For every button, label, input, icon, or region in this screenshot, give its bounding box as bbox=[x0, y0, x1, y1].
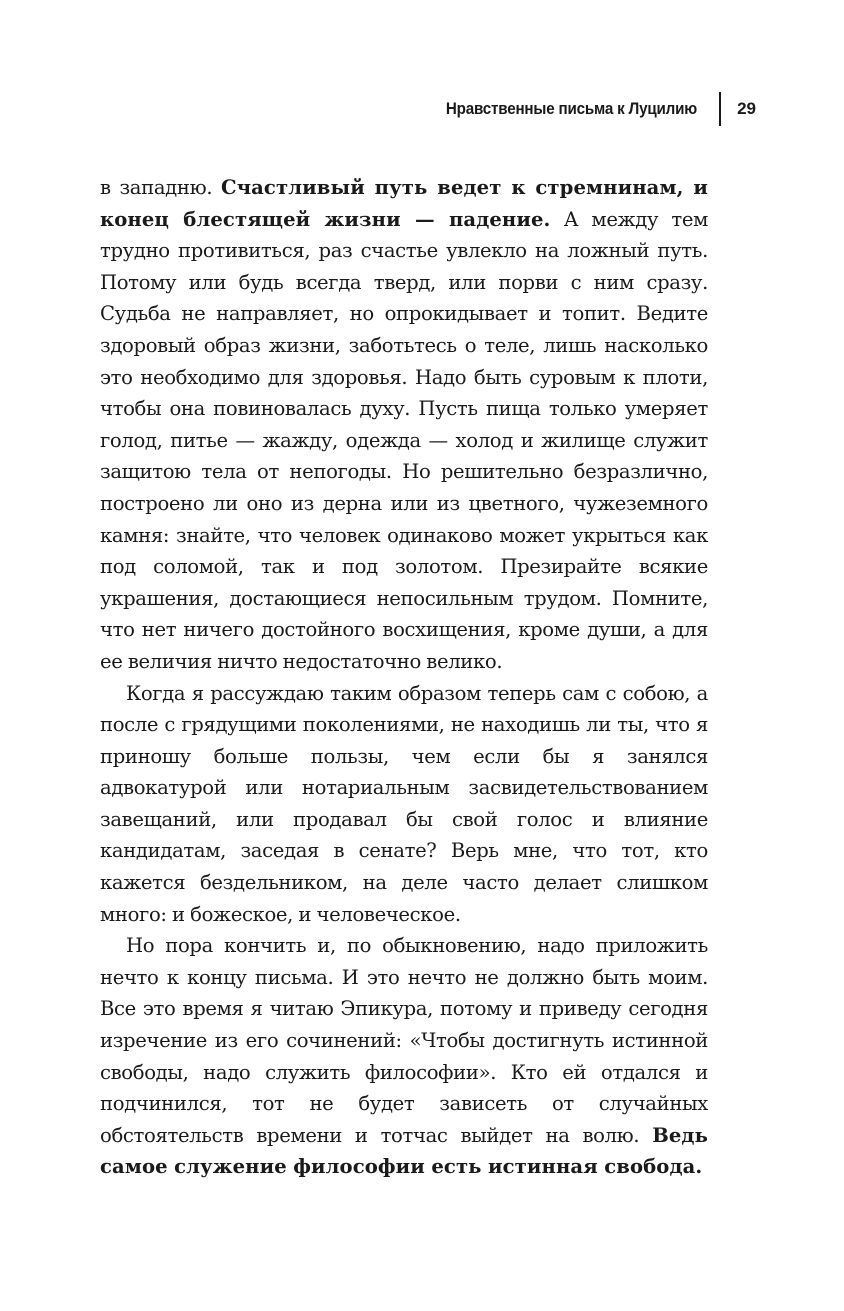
running-title: Нравственные письма к Луцилию bbox=[445, 99, 698, 118]
paragraph-2 bbox=[100, 678, 708, 931]
paragraph-3-emphasis: Ведь самое служение философии есть истинная свобода. bbox=[100, 1123, 708, 1179]
paragraph-3 bbox=[100, 930, 708, 1183]
page-number: 29 bbox=[737, 99, 756, 118]
paragraph-1-lead: в западню. bbox=[100, 176, 213, 199]
paragraph-3-text: Но пора кончить и, по обыкновению, надо приложить нечто к концу письма. И это нечто не должно быть моим. Все это время я читаю Эпикура, потому и приведу сегодня изречение из его сочинений: «Чтобы достигнуть истинной свободы, надо служить философии». Кто ей отдался и подчинился, тот не будет зависеть от случайных обстоятельств времени и тотчас выйдет на волю. bbox=[100, 934, 708, 1147]
paragraph-2-text: Когда я рассуждаю таким образом теперь сам с собою, а после с грядущими поколениями, не находишь ли ты, что я приношу больше пользы, чем если бы я занялся адвокатурой или нотариальным засвидетельствованием завещаний, или продавал бы свой голос и влияние кандидатам, заседая в сенате? Верь мне, что тот, кто кажется бездельником, на деле часто делает слишком много: и божеское, и человеческое. bbox=[100, 681, 708, 926]
page-body bbox=[100, 172, 708, 1183]
paragraph-1-emphasis: Счастливый путь ведет к стремнинам, и конец блестящей жизни — падение. bbox=[100, 176, 708, 231]
paragraph-1 bbox=[100, 172, 708, 678]
paragraph-1-text: А между тем трудно противиться, раз счастье увлекло на ложный путь. Потому или будь всегда тверд, или порви с ним сразу. Судьба не направляет, но опрокидывает и топит. Ведите здоровый образ жизни, заботьтесь о теле, лишь насколько это необходимо для здоровья. Надо быть суровым к плоти, чтобы она повиновалась духу. Пусть пища только умеряет голод, питье — жажду, одежда — холод и жилище служит защитою тела от непогоды. Но решительно безразлично, построено ли оно из дерна или из цветного, чужеземного камня: знайте, что человек одинаково может укрыться как под соломой, так и под золотом. Презирайте всякие украшения, достающиеся непосильным трудом. Помните, что нет ничего достойного восхищения, кроме души, а для ее величия ничто недостаточно велико. bbox=[100, 207, 708, 673]
header-divider bbox=[719, 92, 721, 126]
running-header bbox=[424, 92, 756, 126]
